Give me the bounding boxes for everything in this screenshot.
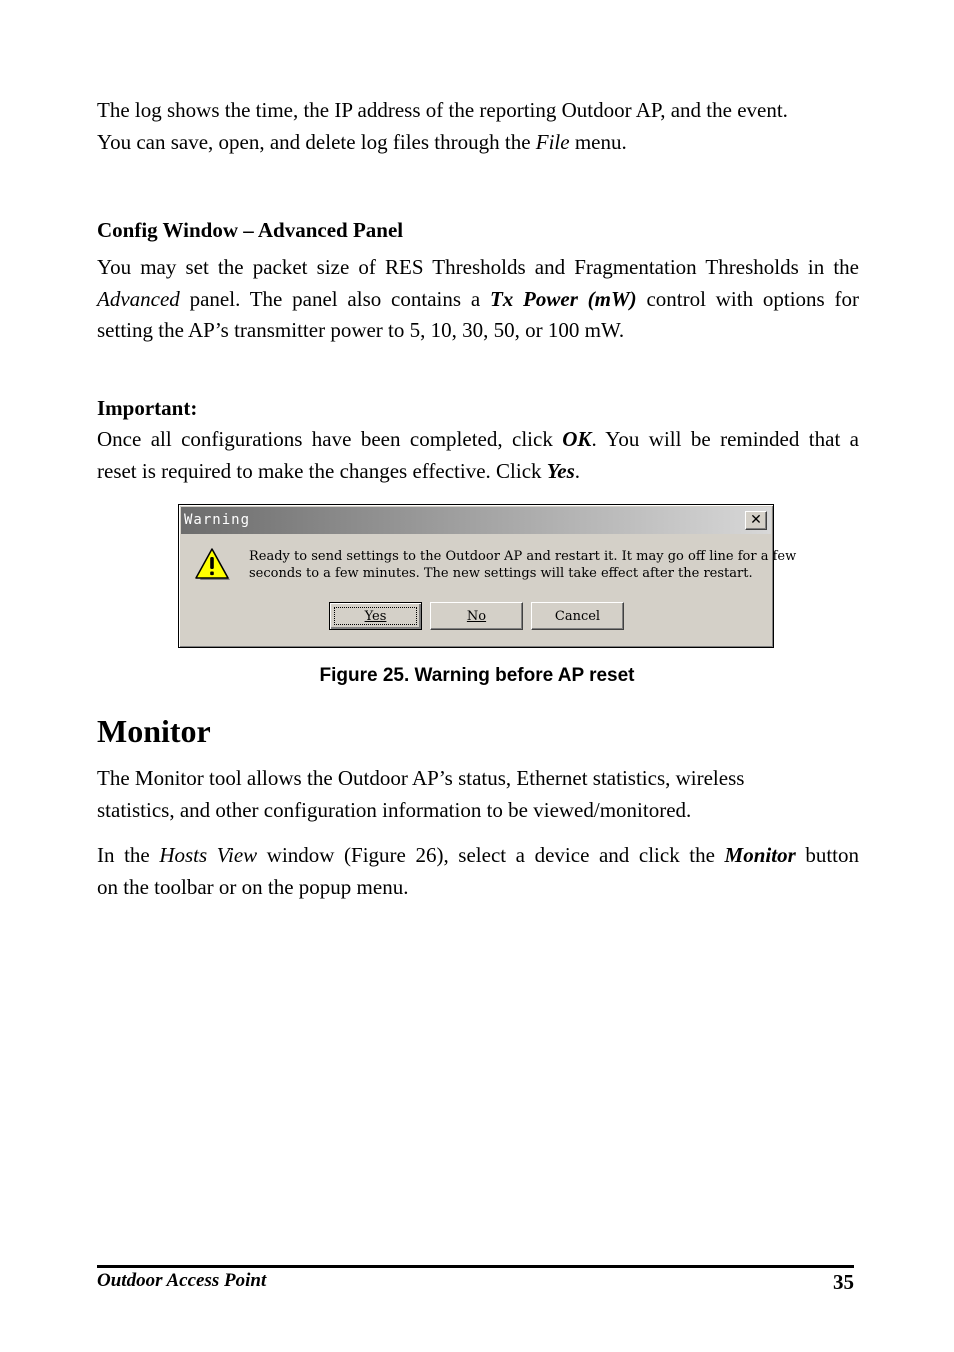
important-paragraph [97, 424, 859, 487]
yes-button-label: Yes [364, 608, 387, 624]
monitor-text: In the [97, 843, 160, 867]
dialog-title: Warning [184, 512, 251, 528]
monitor-term: Monitor [724, 843, 796, 867]
no-button[interactable] [430, 602, 523, 630]
tx-power-term: Tx Power (mW) [489, 286, 637, 311]
close-button[interactable] [745, 511, 767, 530]
ok-term: OK [562, 427, 592, 451]
dialog-message-line-1: Ready to send settings to the Outdoor AP and restart it. It may go off line for a few [249, 549, 797, 564]
important-text-2: reset is required to make the changes effective. Click [97, 458, 547, 483]
important-text-end: . You will be reminded that a [591, 427, 859, 451]
yes-term: Yes [546, 458, 575, 483]
monitor-text-3: button [795, 843, 860, 867]
advanced-term: Advanced [97, 286, 180, 311]
warning-dialog [178, 504, 797, 648]
page-number: 35 [833, 1270, 854, 1294]
important-line-1 [97, 424, 859, 456]
config-line-2 [97, 284, 859, 316]
intro-line-2 [97, 127, 859, 159]
cancel-button-label: Cancel [554, 608, 601, 624]
important-line-2 [97, 456, 859, 488]
footer-rule [97, 1265, 854, 1268]
file-menu-term: File [535, 129, 570, 154]
config-line-1: You may set the packet size of RES Thresholds and Fragmentation Thresholds in the [97, 255, 859, 279]
monitor-paragraph-1 [97, 763, 859, 826]
intro-line-1: The log shows the time, the IP address of the reporting Outdoor AP, and the event. [97, 98, 788, 122]
config-heading: Config Window – Advanced Panel [97, 218, 404, 242]
yes-button[interactable] [329, 602, 422, 630]
config-paragraph [97, 252, 859, 347]
important-heading: Important: [97, 396, 198, 420]
monitor-heading: Monitor [97, 713, 211, 749]
focus-rect [334, 607, 417, 625]
dialog-message [249, 549, 796, 582]
config-text-end: control with options for [636, 286, 859, 311]
intro-text-end: menu. [569, 129, 627, 154]
monitor-text-2: window (Figure 26), select a device and click the [257, 843, 725, 867]
intro-text: You can save, open, and delete log files through the [97, 129, 536, 154]
monitor-p1-line-2: statistics, and other configuration information to be viewed/monitored. [97, 797, 692, 822]
figure-caption: Figure 25. Warning before AP reset [319, 665, 635, 686]
important-text: Once all configurations have been completed, click [97, 427, 563, 451]
monitor-paragraph-2 [97, 840, 859, 903]
monitor-p1-line-1: The Monitor tool allows the Outdoor AP’s status, Ethernet statistics, wireless [97, 766, 745, 790]
config-text: panel. The panel also contains a [179, 286, 490, 311]
cancel-button[interactable] [531, 602, 624, 630]
warning-icon [195, 548, 231, 582]
close-icon: ✕ [750, 512, 762, 528]
dialog-titlebar [181, 507, 771, 534]
dialog-message-line-2: seconds to a few minutes. The new settings will take effect after the restart. [249, 565, 753, 581]
footer-title: Outdoor Access Point [97, 1270, 267, 1291]
monitor-p2-line-1 [97, 840, 859, 872]
no-button-label: No [466, 608, 487, 624]
config-line-3: setting the AP’s transmitter power to 5, 10, 30, 50, or 100 mW. [97, 318, 625, 342]
monitor-p2-line-2: on the toolbar or on the popup menu. [97, 874, 409, 899]
important-period: . [574, 458, 581, 483]
hosts-view-term: Hosts View [159, 843, 258, 867]
intro-paragraph [97, 95, 859, 158]
